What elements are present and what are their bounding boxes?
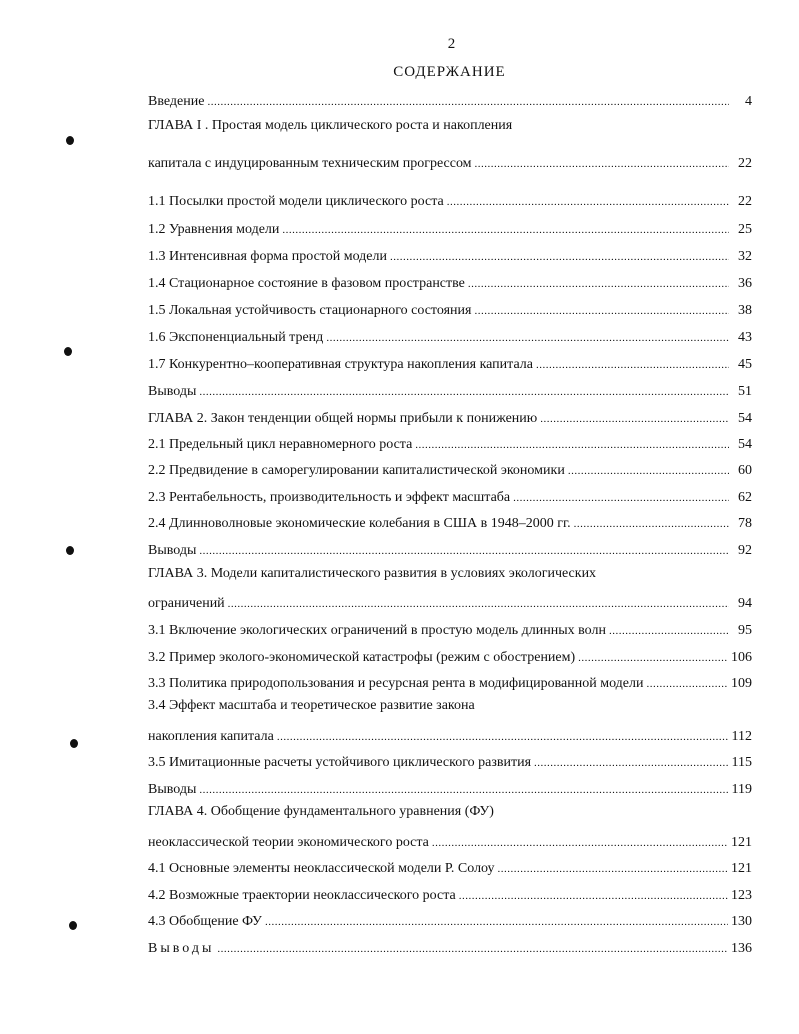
toc-entry bbox=[148, 937, 752, 957]
leader-dots bbox=[459, 888, 728, 904]
toc-entry bbox=[148, 910, 752, 930]
toc-entry-page: 136 bbox=[731, 941, 752, 956]
toc-entry bbox=[148, 539, 752, 559]
toc-entry-page: 22 bbox=[738, 156, 752, 171]
toc-entry-text: 3.2 Пример эколого-экономической катастрофы (режим с обострением) bbox=[148, 650, 576, 665]
toc-entry-page: 109 bbox=[731, 676, 752, 691]
leader-dots bbox=[568, 463, 729, 479]
leader-dots bbox=[265, 914, 728, 930]
binding-hole-mark bbox=[64, 347, 72, 356]
toc-entry-page: 22 bbox=[738, 194, 752, 209]
leader-dots bbox=[609, 623, 729, 639]
leader-dots bbox=[475, 156, 729, 172]
leader-dots bbox=[646, 676, 728, 692]
leader-dots bbox=[228, 596, 729, 612]
toc-entry bbox=[148, 245, 752, 265]
toc-entry-text: Введение bbox=[148, 94, 205, 109]
page-title: СОДЕРЖАНИЕ bbox=[393, 64, 506, 80]
toc-entry-text: 3.3 Политика природопользования и ресурсная рента в модифицированной модели bbox=[148, 676, 644, 691]
toc-entry-text: 1.4 Стационарное состояние в фазовом пространстве bbox=[148, 276, 465, 291]
toc-entry bbox=[148, 272, 752, 292]
toc-entry bbox=[148, 804, 752, 824]
leader-dots bbox=[207, 94, 729, 110]
toc-entry-text: Выводы bbox=[148, 384, 197, 399]
toc-entry-text: ГЛАВА 2. Закон тенденции общей нормы прибыли к понижению bbox=[148, 411, 538, 426]
toc-entry-page: 60 bbox=[738, 463, 752, 478]
toc-entry-page: 43 bbox=[738, 330, 752, 345]
toc-entry-text: 2.1 Предельный цикл неравномерного роста bbox=[148, 437, 413, 452]
toc-entry bbox=[148, 831, 752, 851]
toc-entry bbox=[148, 486, 752, 506]
toc-entry-text: 3.4 Эффект масштаба и теоретическое развитие закона bbox=[148, 698, 475, 713]
toc-entry bbox=[148, 190, 752, 210]
leader-dots bbox=[474, 303, 729, 319]
toc-entry-text: Выводы bbox=[148, 543, 197, 558]
toc-entry-page: 106 bbox=[731, 650, 752, 665]
leader-dots bbox=[199, 782, 728, 798]
toc-entry-text: 2.4 Длинноволновые экономические колебания в США в 1948–2000 гг. bbox=[148, 516, 571, 531]
leader-dots bbox=[574, 516, 729, 532]
toc-entry-page: 112 bbox=[731, 729, 752, 744]
leader-dots bbox=[415, 437, 729, 453]
toc-entry-text: 2.3 Рентабельность, производительность и эффект масштаба bbox=[148, 490, 511, 505]
toc-entry bbox=[148, 857, 752, 877]
toc-entry-page: 121 bbox=[731, 835, 752, 850]
leader-dots bbox=[217, 941, 728, 957]
leader-dots bbox=[282, 222, 729, 238]
toc-entry-text: ГЛАВА 4. Обобщение фундаментального уравнения (ФУ) bbox=[148, 804, 494, 819]
toc-entry-page: 4 bbox=[745, 94, 752, 109]
page-number: 2 bbox=[447, 36, 456, 52]
toc-entry-page: 130 bbox=[731, 914, 752, 929]
toc-entry-page: 123 bbox=[731, 888, 752, 903]
toc-entry-page: 45 bbox=[738, 357, 752, 372]
toc-entry-text: ограничений bbox=[148, 596, 225, 611]
toc-entry-text: 4.3 Обобщение ФУ bbox=[148, 914, 262, 929]
toc-entry bbox=[148, 90, 752, 110]
binding-hole-mark bbox=[70, 739, 78, 748]
toc-entry-page: 32 bbox=[738, 249, 752, 264]
toc-entry bbox=[148, 218, 752, 238]
leader-dots bbox=[432, 835, 728, 851]
toc-entry-page: 54 bbox=[738, 437, 752, 452]
leader-dots bbox=[326, 330, 729, 346]
toc-entry bbox=[148, 512, 752, 532]
toc-entry-text: неоклассической теории экономического роста bbox=[148, 835, 429, 850]
toc-entry-text: 1.6 Экспоненциальный тренд bbox=[148, 330, 324, 345]
toc-entry-text: ГЛАВА I . Простая модель циклического роста и накопления bbox=[148, 118, 513, 133]
toc-entry bbox=[148, 884, 752, 904]
toc-entry-page: 51 bbox=[738, 384, 752, 399]
leader-dots bbox=[540, 411, 729, 427]
toc-entry-page: 119 bbox=[731, 782, 752, 797]
leader-dots bbox=[498, 861, 728, 877]
toc-entry-text: 3.5 Имитационные расчеты устойчивого циклического развития bbox=[148, 755, 532, 770]
leader-dots bbox=[199, 543, 729, 559]
toc-entry-text: 4.2 Возможные траектории неоклассического роста bbox=[148, 888, 456, 903]
toc-entry-text: 1.3 Интенсивная форма простой модели bbox=[148, 249, 387, 264]
toc-entry-page: 36 bbox=[738, 276, 752, 291]
leader-dots bbox=[513, 490, 729, 506]
toc-entry bbox=[148, 353, 752, 373]
toc-entry-text: накопления капитала bbox=[148, 729, 274, 744]
toc-entry bbox=[148, 566, 752, 586]
leader-dots bbox=[534, 755, 728, 771]
toc-entry bbox=[148, 407, 752, 427]
leader-dots bbox=[578, 650, 728, 666]
toc-entry-text: 4.1 Основные элементы неоклассической модели Р. Солоу bbox=[148, 861, 495, 876]
toc-entry-text: 1.1 Посылки простой модели циклического роста bbox=[148, 194, 444, 209]
leader-dots bbox=[468, 276, 729, 292]
leader-dots bbox=[447, 194, 729, 210]
toc-entry-text: 1.7 Конкурентно–кооперативная структура накопления капитала bbox=[148, 357, 533, 372]
toc-entry-page: 92 bbox=[738, 543, 752, 558]
toc-entry bbox=[148, 433, 752, 453]
toc-entry bbox=[148, 152, 752, 172]
toc-entry bbox=[148, 725, 752, 745]
toc-entry-page: 115 bbox=[731, 755, 752, 770]
toc-entry-text: ГЛАВА 3. Модели капиталистического развития в условиях экологических bbox=[148, 566, 597, 581]
toc-entry-page: 38 bbox=[738, 303, 752, 318]
toc-entry bbox=[148, 751, 752, 771]
leader-dots bbox=[536, 357, 729, 373]
toc-entry-page: 25 bbox=[738, 222, 752, 237]
toc-entry bbox=[148, 326, 752, 346]
toc-entry bbox=[148, 592, 752, 612]
toc-entry bbox=[148, 672, 752, 692]
toc-entry bbox=[148, 646, 752, 666]
toc-entry bbox=[148, 698, 752, 718]
binding-hole-mark bbox=[66, 546, 74, 555]
toc-entry-text: Выводы bbox=[148, 941, 215, 956]
binding-hole-mark bbox=[69, 921, 77, 930]
leader-dots bbox=[199, 384, 729, 400]
toc-entry-page: 121 bbox=[731, 861, 752, 876]
toc-entry bbox=[148, 619, 752, 639]
toc-entry-text: капитала с индуцированным техническим прогрессом bbox=[148, 156, 472, 171]
binding-hole-mark bbox=[66, 136, 74, 145]
toc-entry-page: 94 bbox=[738, 596, 752, 611]
toc-entry-text: 1.2 Уравнения модели bbox=[148, 222, 280, 237]
leader-dots bbox=[277, 729, 729, 745]
toc-entry-page: 62 bbox=[738, 490, 752, 505]
toc-entry bbox=[148, 459, 752, 479]
toc-entry bbox=[148, 778, 752, 798]
toc-entry-text: 3.1 Включение экологических ограничений в простую модель длинных волн bbox=[148, 623, 606, 638]
leader-dots bbox=[390, 249, 729, 265]
toc-entry-page: 95 bbox=[738, 623, 752, 638]
toc-entry bbox=[148, 118, 752, 138]
toc-entry-text: Выводы bbox=[148, 782, 197, 797]
toc-entry bbox=[148, 380, 752, 400]
toc-entry-text: 2.2 Предвидение в саморегулировании капиталистической экономики bbox=[148, 463, 565, 478]
toc-entry-page: 54 bbox=[738, 411, 752, 426]
toc-entry-text: 1.5 Локальная устойчивость стационарного состояния bbox=[148, 303, 472, 318]
toc-entry-page: 78 bbox=[738, 516, 752, 531]
toc-entry bbox=[148, 299, 752, 319]
